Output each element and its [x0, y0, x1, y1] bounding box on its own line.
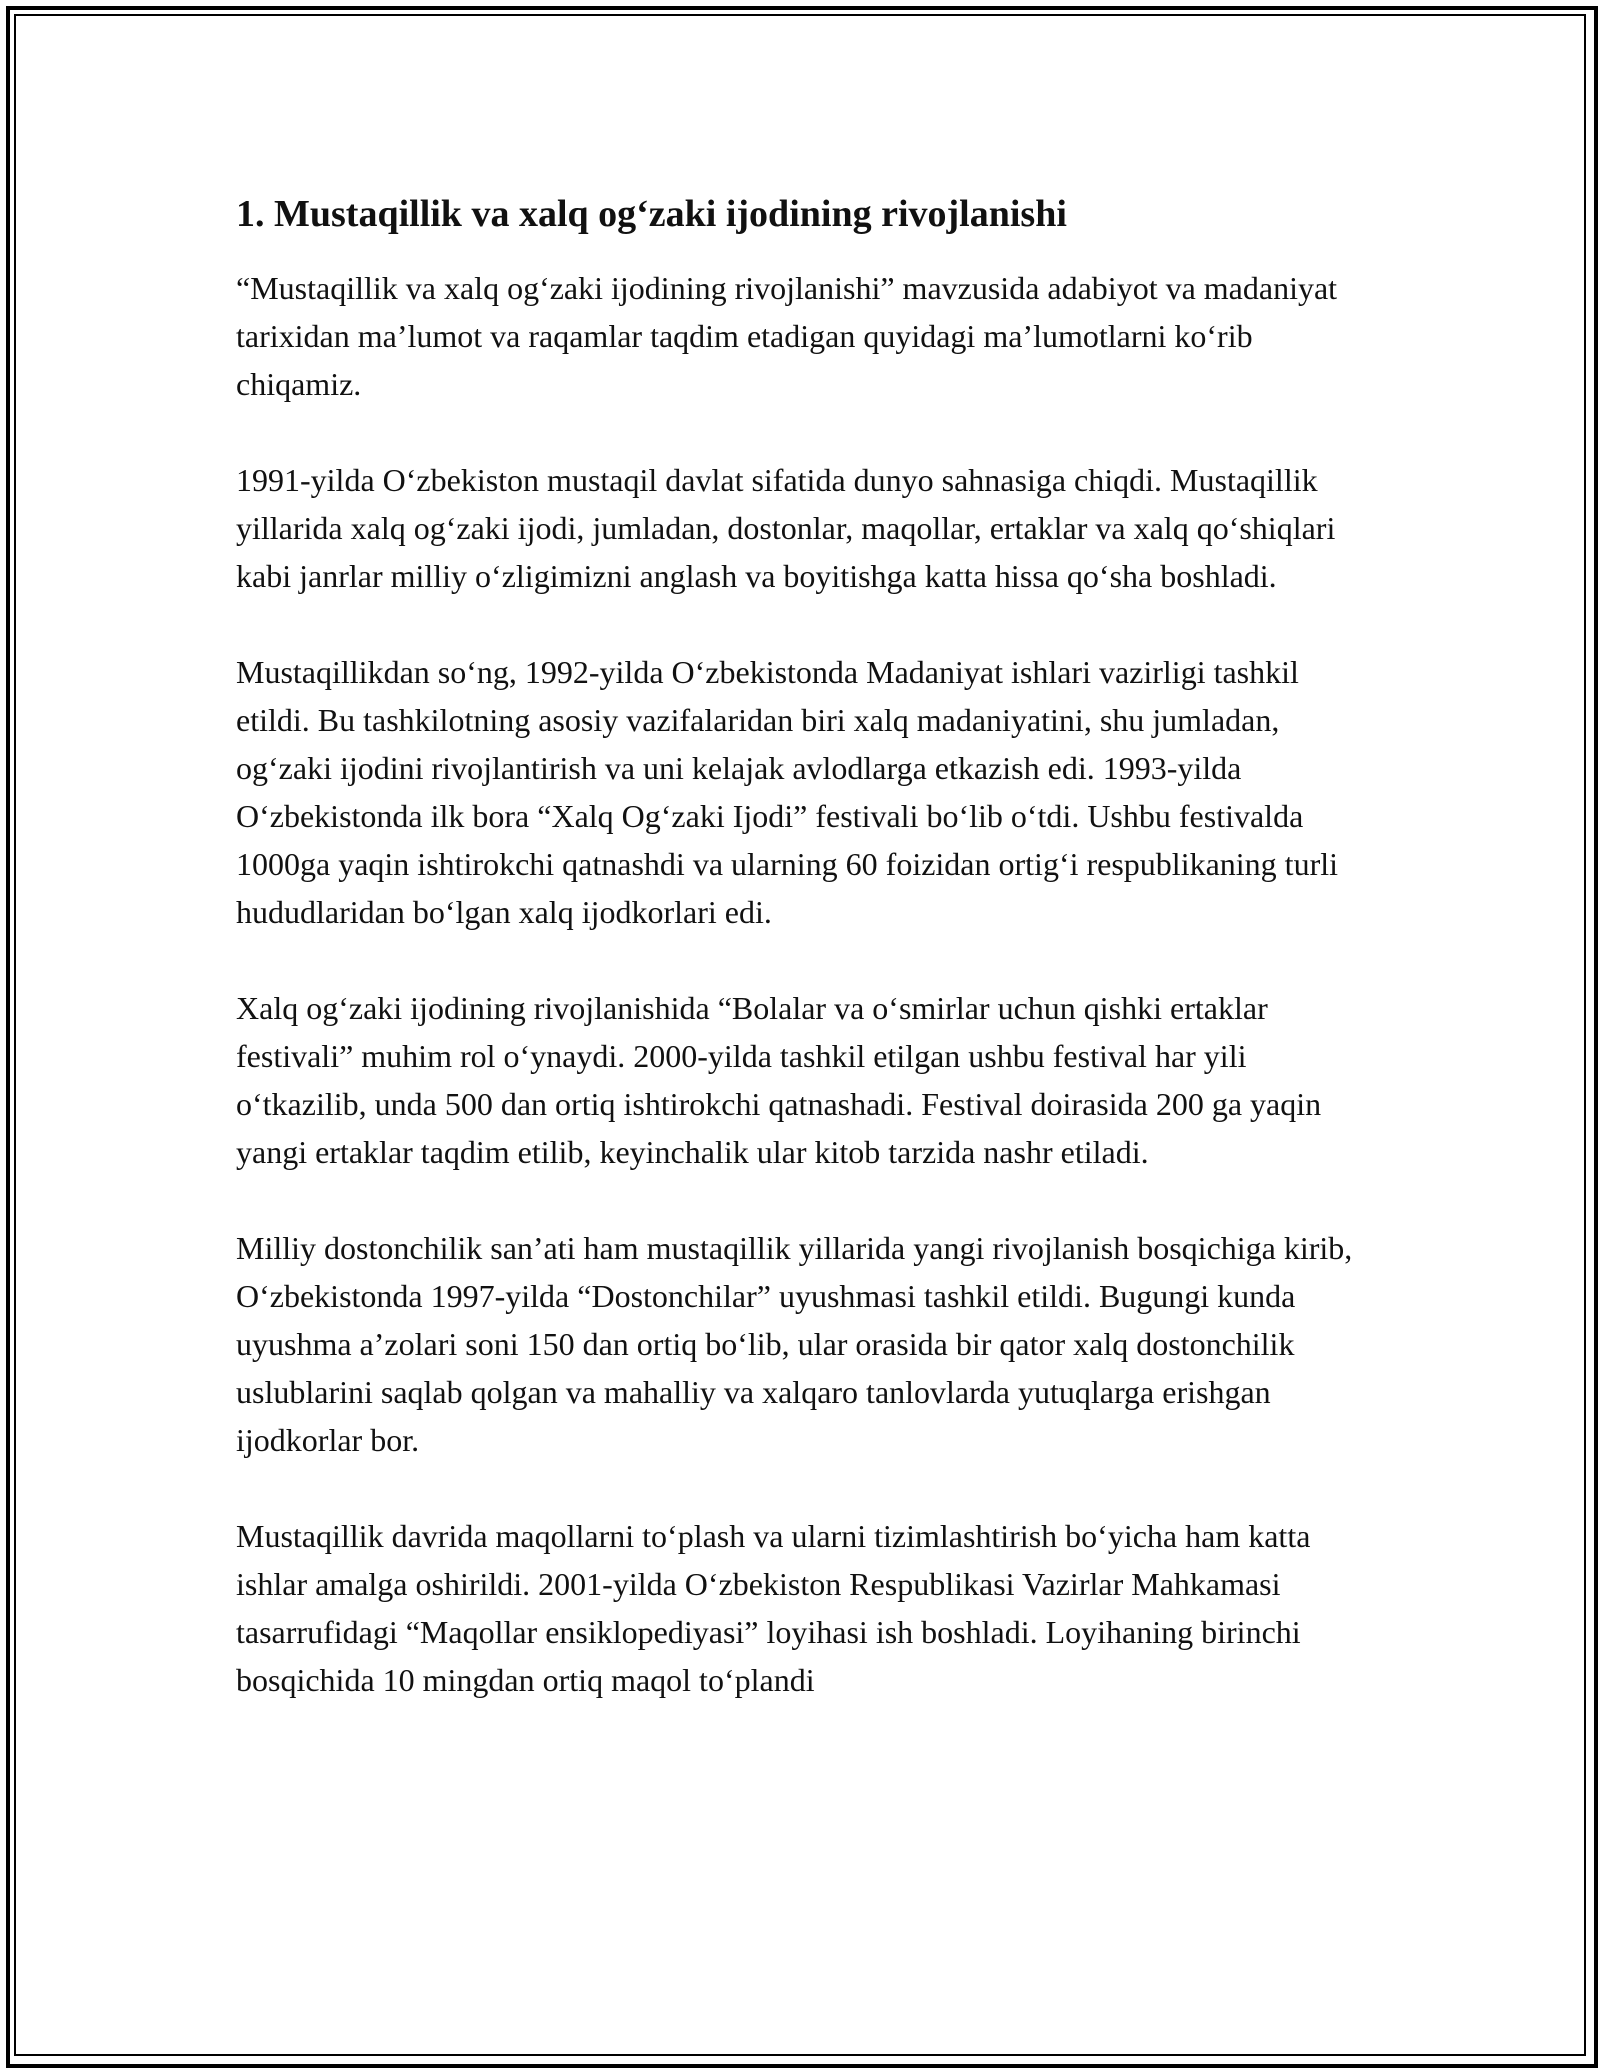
- paragraph-dostonchilar-union: Milliy dostonchilik san’ati ham mustaqillik yillarida yangi rivojlanish bosqichiga kirib, O‘zbekistonda 1997-yilda “Dostonchilar” uyushmasi tashkil etildi. Bugungi kunda uyushma a’zolari soni 150 dan ortiq bo‘lib, ular orasida bir qator xalq dostonchilik uslublarini saqlab qolgan va mahalliy va xalqaro tanlovlarda yutuqlarga erishgan ijodkorlar bor.: [236, 1230, 1353, 1458]
- section-heading: 1. Mustaqillik va xalq og‘zaki ijodining rivojlanishi: [236, 193, 1067, 235]
- paragraph-winter-tales-festival: Xalq og‘zaki ijodining rivojlanishida “Bolalar va o‘smirlar uchun qishki ertaklar festivali” muhim rol o‘ynaydi. 2000-yilda tashkil etilgan ushbu festival har yili o‘tkazilib, unda 500 dan ortiq ishtirokchi qatnashadi. Festival doirasida 200 ga yaqin yangi ertaklar taqdim etilib, keyinchalik ular kitob tarzida nashr etiladi.: [236, 990, 1322, 1170]
- paragraph-independence-1991: 1991-yilda O‘zbekiston mustaqil davlat sifatida dunyo sahnasiga chiqdi. Mustaqillik yillarida xalq og‘zaki ijodi, jumladan, dostonlar, maqollar, ertaklar va xalq qo‘shiqlari kabi janrlar milliy o‘zligimizni anglash va boyitishga katta hissa qo‘sha boshladi.: [236, 462, 1336, 594]
- paragraph-proverbs-encyclopedia: Mustaqillik davrida maqollarni to‘plash va ularni tizimlashtirish bo‘yicha ham katta ishlar amalga oshirildi. 2001-yilda O‘zbekiston Respublikasi Vazirlar Mahkamasi tasarrufidagi “Maqollar ensiklopediyasi” loyihasi ish boshladi. Loyihaning birinchi bosqichida 10 mingdan ortiq maqol to‘plandi: [236, 1518, 1311, 1698]
- paragraph-intro: “Mustaqillik va xalq og‘zaki ijodining rivojlanishi” mavzusida adabiyot va madaniyat tarixidan ma’lumot va raqamlar taqdim etadigan quyidagi ma’lumotlarni ko‘rib chiqamiz.: [236, 270, 1338, 402]
- paragraph-ministry-1992: Mustaqillikdan so‘ng, 1992-yilda O‘zbekistonda Madaniyat ishlari vazirligi tashkil etildi. Bu tashkilotning asosiy vazifalaridan biri xalq madaniyatini, shu jumladan, og‘zaki ijodini rivojlantirish va uni kelajak avlodlarga etkazish edi. 1993-yilda O‘zbekistonda ilk bora “Xalq Og‘zaki Ijodi” festivali bo‘lib o‘tdi. Ushbu festivalda 1000ga yaqin ishtirokchi qatnashdi va ularning 60 foizidan ortig‘i respublikaning turli hududlaridan bo‘lgan xalq ijodkorlari edi.: [236, 654, 1338, 930]
- document-body: [236, 186, 1376, 1752]
